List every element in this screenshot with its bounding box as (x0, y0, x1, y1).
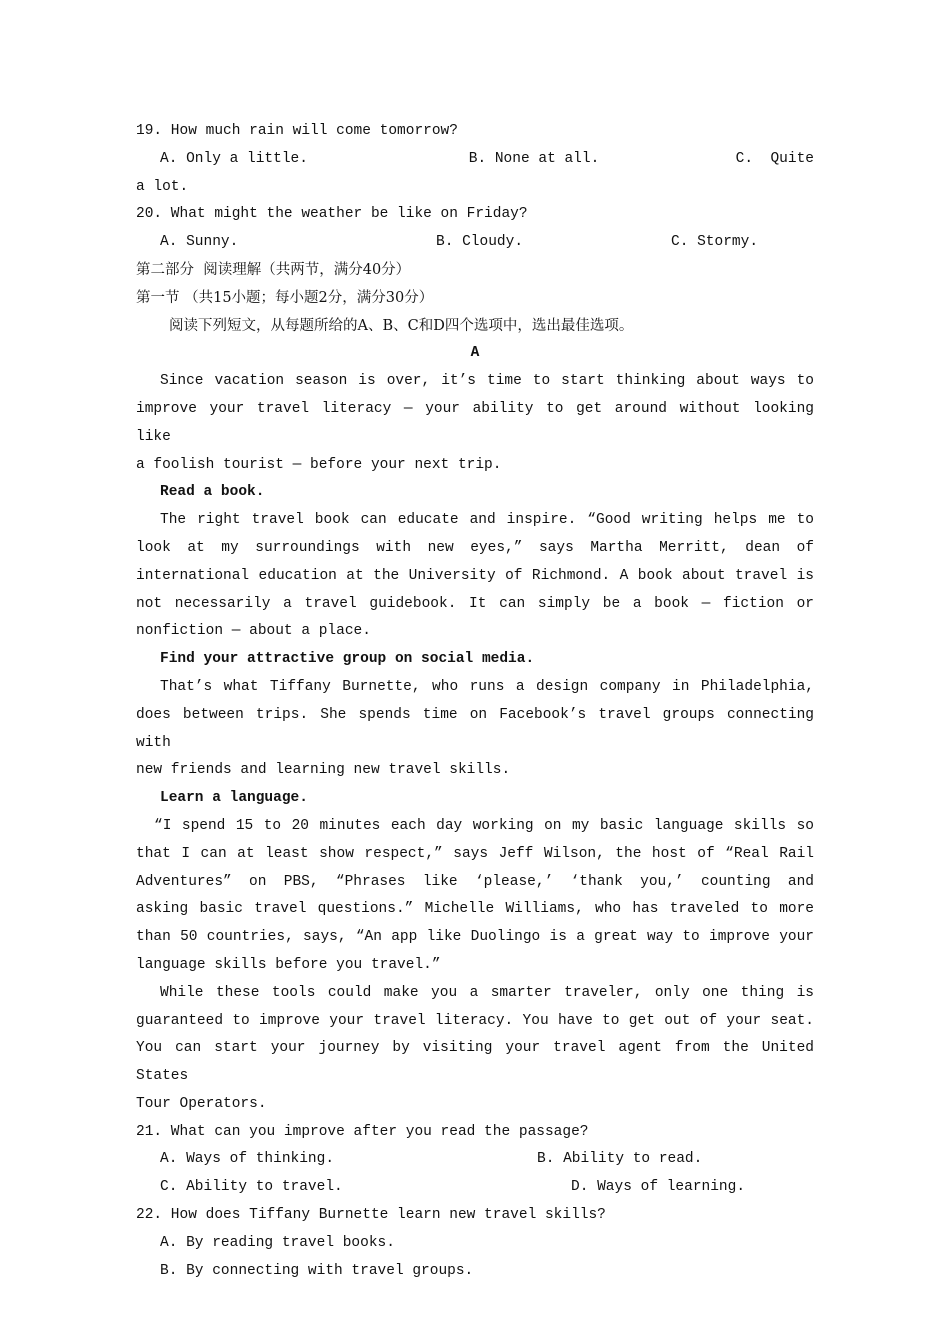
subheading-read-a-book: Read a book. (160, 484, 265, 501)
passage-line: a foolish tourist — before your next trip. (136, 456, 502, 473)
option-c: C. Ability to travel. (160, 1179, 343, 1196)
option-a: A. By reading travel books. (160, 1234, 395, 1251)
passage-line: “I spend 15 to 20 minutes each day working on my basic language skills so (154, 817, 814, 834)
passage-line: While these tools could make you a smarter traveler, only one thing is (160, 984, 814, 1001)
paragraph-read-a-book (136, 507, 814, 646)
option-c: C. Stormy. (671, 234, 759, 251)
passage-label: A (470, 345, 480, 362)
option-c: C. Quite (735, 150, 814, 167)
passage-line: guaranteed to improve your travel literacy. You have to get out of your seat. (136, 1012, 814, 1029)
passage-line: Tour Operators. (136, 1095, 267, 1112)
paragraph-closing (136, 980, 814, 1119)
passage-intro (136, 368, 814, 479)
paragraph-social-media (136, 674, 814, 785)
question-21-options-row-2 (136, 1174, 814, 1202)
passage-line: not necessarily a travel guidebook. It can simply be a book — fiction or (136, 595, 814, 612)
part-two-title: 第二部分 阅读理解（共两节，满分40分） (136, 261, 411, 278)
option-b: B. Ability to read. (537, 1151, 703, 1168)
passage-line: international education at the University of Richmond. A book about travel is (136, 567, 814, 584)
paragraph-learn-language (136, 813, 814, 980)
passage-line: language skills before you travel.” (136, 956, 441, 973)
question-21-options-row-1 (136, 1146, 814, 1174)
passage-line: Since vacation season is over, it’s time to start thinking about ways to (160, 373, 814, 390)
passage-line: does between trips. She spends time on Facebook’s travel groups connecting with (136, 706, 814, 751)
option-b: B. By connecting with travel groups. (160, 1262, 474, 1279)
subheading-learn-language: Learn a language. (160, 790, 308, 807)
option-a: A. Ways of thinking. (160, 1151, 335, 1168)
question-19-stem: 19. How much rain will come tomorrow? (136, 123, 458, 139)
question-21-stem: 21. What can you improve after you read the passage? (136, 1123, 589, 1140)
passage-line: You can start your journey by visiting your travel agent from the United States (136, 1040, 814, 1085)
passage-line: than 50 countries, says, “An app like Duolingo is a great way to improve your (136, 929, 814, 946)
passage-line: Adventures” on PBS, “Phrases like ‘please,’ ‘thank you,’ counting and (136, 873, 814, 890)
exam-page (136, 118, 814, 1285)
passage-line: look at my surroundings with new eyes,” says Martha Merritt, dean of (136, 539, 814, 556)
passage-line: new friends and learning new travel skills. (136, 762, 511, 779)
option-a: A. Only a little. (160, 150, 308, 167)
option-b: B. None at all. (468, 150, 600, 167)
option-d: D. Ways of learning. (571, 1179, 746, 1196)
question-19-options (136, 146, 814, 174)
option-c-continuation: a lot. (136, 178, 189, 195)
subheading-social-media: Find your attractive group on social media. (160, 651, 535, 668)
passage-line: improve your travel literacy — your ability to get around without looking like (136, 400, 814, 445)
passage-line: nonfiction — about a place. (136, 623, 371, 640)
option-a: A. Sunny. (160, 234, 239, 251)
passage-line: The right travel book can educate and inspire. “Good writing helps me to (160, 512, 814, 529)
passage-line: that I can at least show respect,” says Jeff Wilson, the host of “Real Rail (136, 845, 814, 862)
passage-line: That’s what Tiffany Burnette, who runs a design company in Philadelphia, (160, 678, 814, 695)
question-20-options (136, 229, 814, 257)
passage-line: asking basic travel questions.” Michelle Williams, who has traveled to more (136, 901, 814, 918)
option-b: B. Cloudy. (436, 234, 524, 251)
instructions: 阅读下列短文，从每题所给的A、B、C和D四个选项中，选出最佳选项。 (169, 317, 634, 334)
question-22-stem: 22. How does Tiffany Burnette learn new travel skills? (136, 1207, 606, 1224)
question-20-stem: 20. What might the weather be like on Friday? (136, 206, 528, 223)
section-one-title: 第一节 （共15小题；每小题2分，满分30分） (136, 289, 434, 306)
